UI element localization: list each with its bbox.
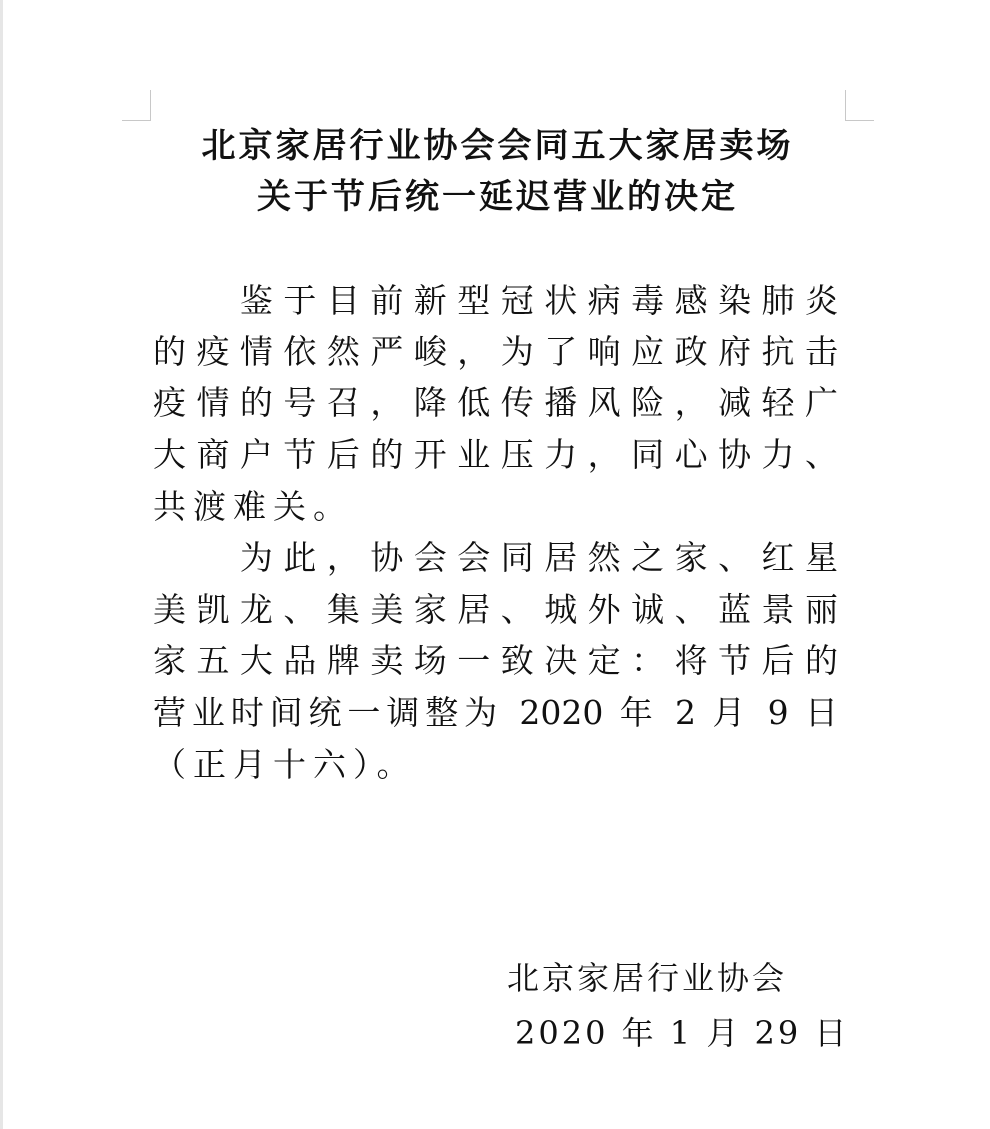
paragraph-2-line-3: 家五大品牌卖场一致决定：将节后的 (153, 641, 838, 680)
signature-date: 2020 年 1 月 29 日 (515, 1014, 850, 1052)
paragraph-2-line-5: （正月十六）。 (153, 745, 417, 784)
paragraph-1-line-5: 共渡难关。 (153, 487, 353, 526)
crop-mark-top-left (122, 90, 151, 121)
paragraph-1-line-3: 疫情的号召，降低传播风险，减轻广 (153, 383, 838, 422)
paragraph-1-line-1: 鉴于目前新型冠状病毒感染肺炎 (153, 281, 838, 320)
paragraph-1-line-4: 大商户节后的开业压力，同心协力、 (153, 435, 838, 474)
page-left-edge (0, 0, 3, 1129)
signature-organization: 北京家居行业协会 (507, 959, 788, 997)
document-title-line-2: 关于节后统一延迟营业的决定 (257, 177, 738, 217)
paragraph-2-line-1: 为此，协会会同居然之家、红星 (153, 538, 838, 577)
paragraph-2-line-4: 营业时间统一调整为 2020 年 2 月 9 日 (153, 693, 838, 732)
crop-mark-top-right (845, 90, 874, 121)
paragraph-1-line-2: 的疫情依然严峻，为了响应政府抗击 (153, 332, 838, 371)
paragraph-2-line-2: 美凯龙、集美家居、城外诚、蓝景丽 (153, 590, 838, 629)
document-title-line-1: 北京家居行业协会会同五大家居卖场 (201, 126, 794, 166)
